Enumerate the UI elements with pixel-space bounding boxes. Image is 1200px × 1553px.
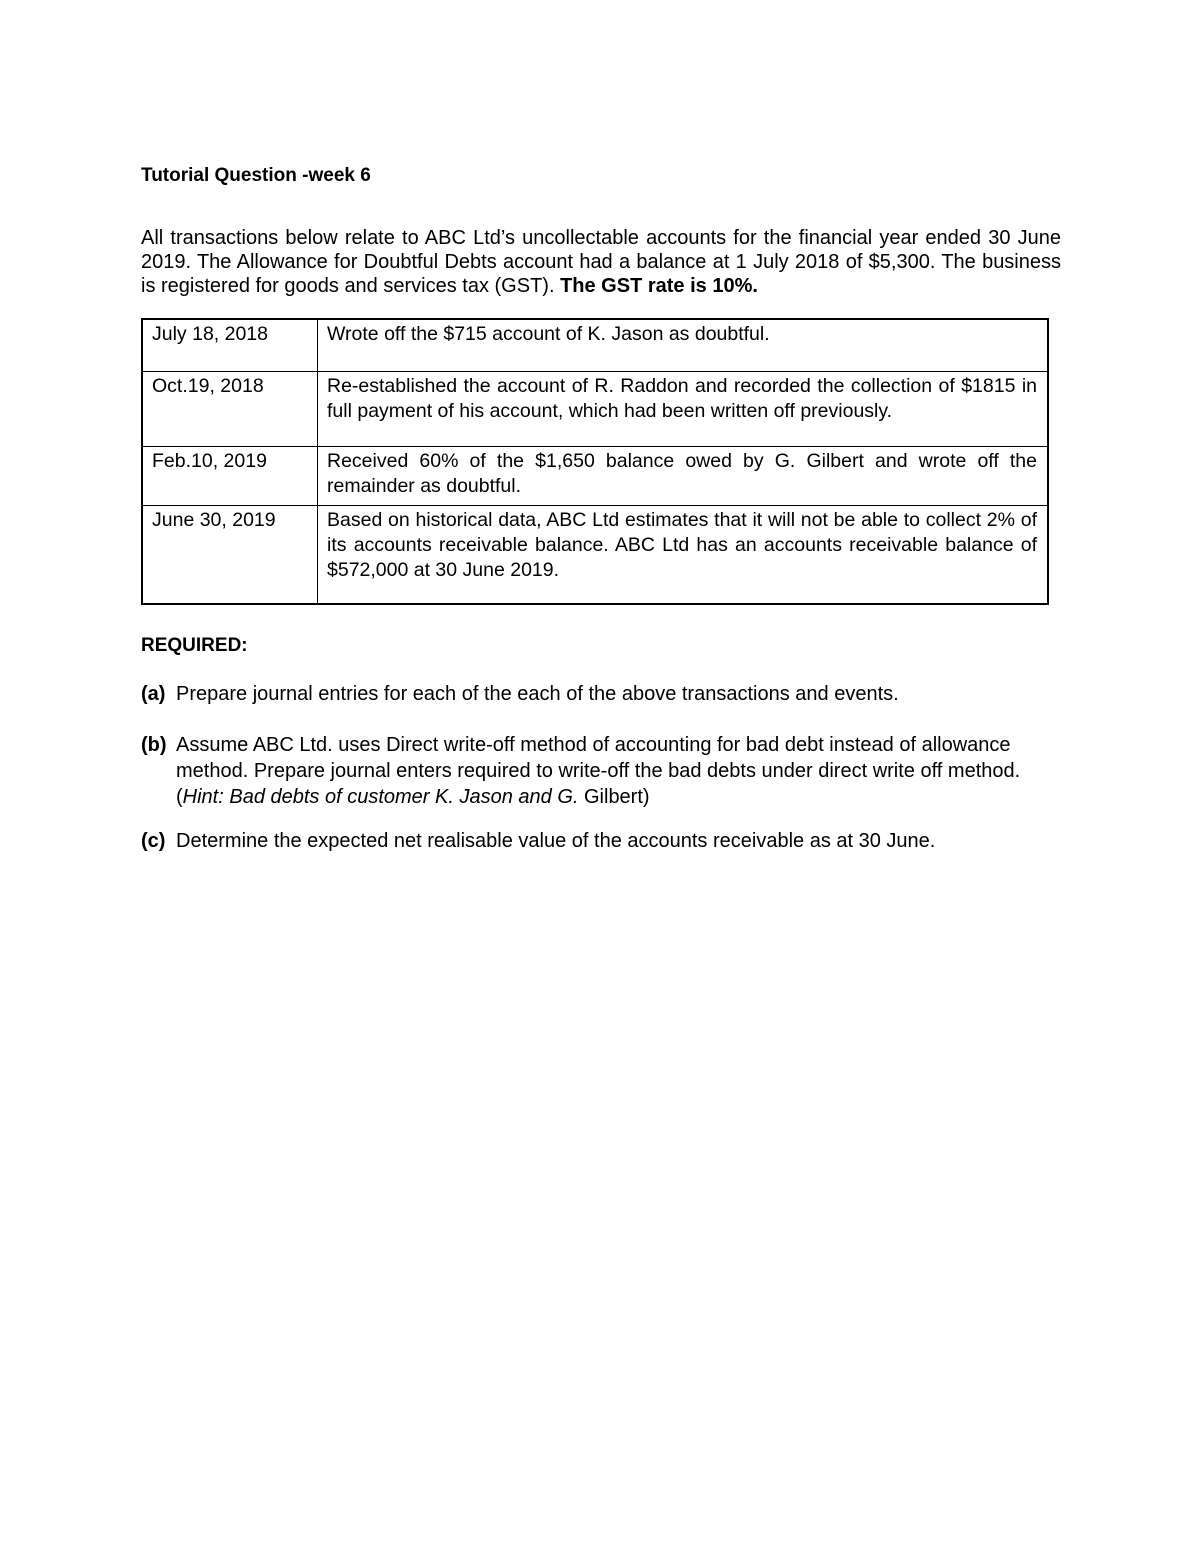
required-heading: REQUIRED: (141, 635, 248, 656)
required-item-c (141, 828, 1061, 854)
document-title: Tutorial Question -week 6 (141, 165, 371, 186)
table-row (142, 372, 1048, 447)
required-item-a (141, 681, 1061, 707)
transaction-date: July 18, 2018 (142, 319, 318, 372)
transaction-description: Re-established the account of R. Raddon and recorded the collection of $1815 in full payment of his account, which had been written off previously. (318, 372, 1049, 447)
table-row (142, 506, 1048, 605)
transaction-description: Based on historical data, ABC Ltd estimates that it will not be able to collect 2% of its accounts receivable balance. ABC Ltd has an accounts receivable balance of $572,000 at 30 June 2019. (318, 506, 1049, 605)
item-marker: (a) (141, 683, 166, 705)
gst-rate-note: The GST rate is 10%. (560, 275, 758, 297)
item-marker: (b) (141, 734, 167, 756)
item-text: Assume ABC Ltd. uses Direct write-off method of accounting for bad debt instead of allowance method. Prepare journal enters required to write-off the bad debts under direct write off method. ( (176, 734, 1021, 808)
transaction-date: June 30, 2019 (142, 506, 318, 605)
item-text: Prepare journal entries for each of the each of the above transactions and events. (176, 683, 899, 705)
item-text-tail: Gilbert) (578, 786, 650, 808)
transactions-table (141, 318, 1049, 605)
hint-text: Hint: Bad debts of customer K. Jason and G. (182, 786, 579, 808)
transaction-date: Feb.10, 2019 (142, 447, 318, 506)
table-row (142, 319, 1048, 372)
document-page (141, 163, 1061, 854)
intro-text: All transactions below relate to ABC Ltd’s uncollectable accounts for the financial year ended 30 June 2019. The Allowance for Doubtful Debts account had a balance at 1 July 2018 of $5,300. The business is registered for goods and services tax (GST). (141, 227, 1061, 297)
item-text: Determine the expected net realisable value of the accounts receivable as at 30 June. (176, 830, 936, 852)
item-marker: (c) (141, 830, 166, 852)
transaction-description: Wrote off the $715 account of K. Jason as doubtful. (318, 319, 1049, 372)
intro-paragraph (141, 226, 1061, 298)
required-item-b (141, 732, 1061, 810)
table-row (142, 447, 1048, 506)
transaction-description: Received 60% of the $1,650 balance owed by G. Gilbert and wrote off the remainder as doubtful. (318, 447, 1049, 506)
transaction-date: Oct.19, 2018 (142, 372, 318, 447)
